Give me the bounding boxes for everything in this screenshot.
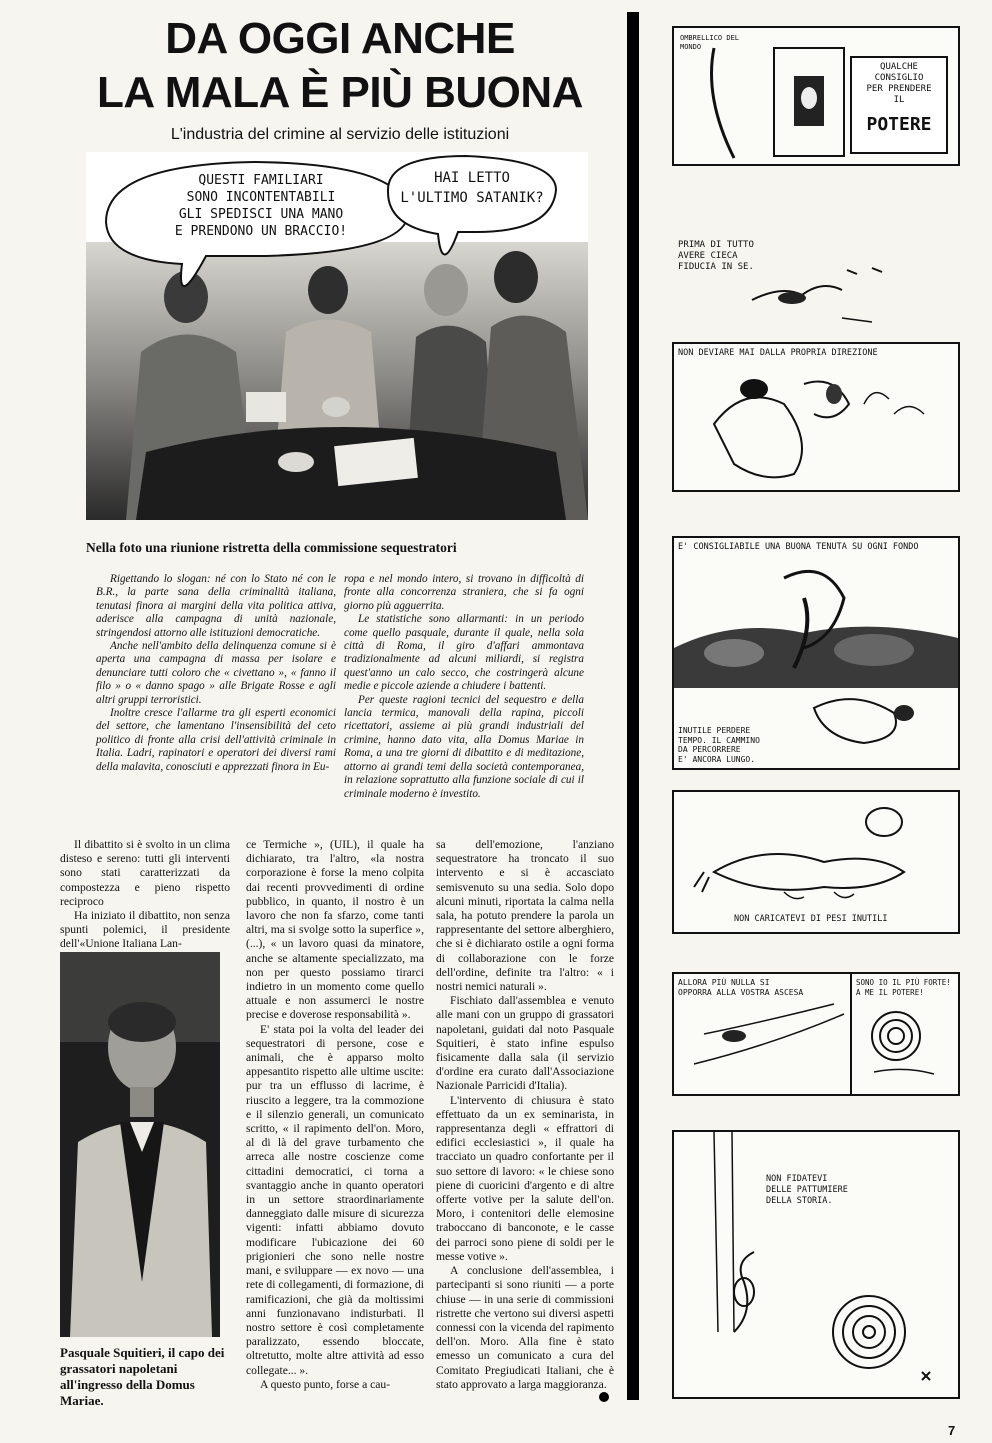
body-paragraph: Fischiato dall'assemblea e venuto alle mani con un gruppo di grassatori napoletani, guidati dal noto Pasquale Squitieri, è stato infine espulso fisicamente dalla sala (il servizio d'ordine era curato dall'Associazione Nazionale Parricidi d'Italia). xyxy=(436,994,614,1093)
panel-5-line: DA PERCORRERE xyxy=(678,745,741,754)
panel-7-left-line: OPPORRA ALLA VOSTRA ASCESA xyxy=(678,988,804,997)
balloon-left-line: E PRENDONO UN BRACCIO! xyxy=(174,224,348,239)
intro-paragraph: Per queste ragioni tecnici del sequestro e della lancia termica, manovali della rapina, piccoli ricettatori, assieme ai più grandi industriali del crimine, hanno dato vita, alla Domus Mariae in Roma, a una tre giorni di dibattito e di meditazione, attorno ai grandi temi della società contemporanea, in relazione soprattutto alla funzione sociale di cui il criminale moderno è investito. xyxy=(344,693,584,800)
panel-5-line: E' ANCORA LUNGO. xyxy=(678,754,756,764)
balloon-left xyxy=(126,172,396,240)
panel-6-drawing xyxy=(674,792,958,932)
column-divider xyxy=(627,12,639,1400)
balloon-left-line: GLI SPEDISCI UNA MANO xyxy=(178,207,344,222)
subtitle: L'industria del crimine al servizio delle istituzioni xyxy=(170,126,510,143)
panel-3-text: NON DEVIARE MAI DALLA PROPRIA DIREZIONE xyxy=(678,348,878,358)
panel-1-small-text xyxy=(680,34,739,52)
panel-1-sign-line: QUALCHE xyxy=(880,62,918,72)
headline-line-1: DA OGGI ANCHE xyxy=(165,14,515,63)
balloon-right-line: L'ULTIMO SATANIK? xyxy=(400,190,544,206)
end-bullet xyxy=(599,1392,609,1402)
panel-8-line: DELLE PATTUMIERE xyxy=(766,1185,848,1195)
panel-5-text xyxy=(678,726,760,764)
panel-1-small-line: OMBRELLICO DEL xyxy=(680,34,740,42)
balloon-left-line: SONO INCONTENTABILI xyxy=(186,190,336,205)
intro-paragraph: ropa e nel mondo intero, si trovano in difficoltà di fronte alla concorrenza straniera, che si fa ogni giorno più agguerrita. xyxy=(344,573,584,612)
panel-8-line: NON FIDATEVI xyxy=(766,1174,828,1184)
panel-2-line: AVERE CIECA xyxy=(678,251,738,261)
balloon-right-line: HAI LETTO xyxy=(434,170,510,186)
panel-8-drawing xyxy=(674,1132,958,1397)
comic-panel-7 xyxy=(672,972,960,1096)
comic-panel-1 xyxy=(672,26,960,166)
panel-1-small-line: MONDO xyxy=(680,43,702,51)
page-number: 7 xyxy=(948,1423,956,1438)
body-paragraph: sa dell'emozione, l'anziano sequestratore ha troncato il suo intervento e si è accasciato semisvenuto su una sedia. Solo dopo alcuni minuti, riportata la calma nella sala, ha potuto prendere la parola un rappresentante del settore alberghiero, che si è dichiarato ostile a ogni forma di collaborazione con le forze dell'ordine, definite tra l'altro: « i nostri nemici naturali ». xyxy=(436,838,614,994)
intro-column-1 xyxy=(96,573,336,774)
headline xyxy=(60,12,620,120)
comic-panel-6 xyxy=(672,790,960,934)
panel-2-line: FIDUCIA IN SE. xyxy=(678,262,754,272)
body-paragraph: ce Termiche », (UIL), il quale ha dichiarato, tra l'altro, «la nostra corporazione è forse la meno colpita dai recenti provvedimenti di ordine pubblico, in quanto, il nostro è un lavoro che non fa sfarzo, come tanti altri, ma si svolge sotto la superfice », (...), « un lavoro quasi da minatore, anche se altamente specializzato, ma non per questo possiamo tirarci indietro in un momento come quello attuale e non assumerci le nostre precise e doverose responsabilità ». xyxy=(246,838,424,1022)
body-paragraph: L'intervento di chiusura è stato effettuato da un ex seminarista, in rappresentanza degli « effrattori di edifici ecclesiastici », il quale ha tracciato un quadro confortante per il suo settore di lavoro: « le chiese sono piene di cuoricini d'argento e di altre offerte votive per la salute dell'on. Moro, i contenitori delle elemosine traboccano di banconote, e le casse dei parroci sono piene di soldi per le messe votive ». xyxy=(436,1093,614,1263)
panel-4-text: E' CONSIGLIABILE UNA BUONA TENUTA SU OGNI FONDO xyxy=(678,542,919,552)
panel-7-drawing xyxy=(674,974,958,1094)
panel-7-right-line: A ME IL POTERE! xyxy=(856,988,924,997)
body-paragraph: A questo punto, forse a cau- xyxy=(260,1377,391,1391)
meeting-photo xyxy=(86,152,588,520)
panel-2-drawing xyxy=(672,240,956,332)
panel-1-big-word: POTERE xyxy=(866,114,932,135)
comic-panel-2 xyxy=(672,240,956,332)
portrait-caption: Pasquale Squitieri, il capo dei grassatori napoletani all'ingresso della Domus Mariae. xyxy=(60,1345,225,1408)
panel-2-line: PRIMA DI TUTTO xyxy=(678,240,754,250)
body-column-1 xyxy=(60,838,230,952)
panel-1-sign xyxy=(850,56,948,154)
intro-paragraph: Inoltre cresce l'allarme tra gli esperti economici del settore, che lamentano l'insensibilità del ceto politico di fronte alla crisi dell'attività criminale in Italia. Ladri, rapinatori e operatori dei diversi rami della malavita, conosciuti e apprezzati finora in Eu- xyxy=(96,707,336,773)
intro-paragraph: Anche nell'ambito della delinquenza comune si è aperta una campagna di massa per isolare e denunciare tutti coloro che « civettano », « fanno il filo » o « danno spago » alle Brigate Rosse e agli altri gruppi terroristici. xyxy=(96,640,336,706)
panel-5-line: INUTILE PERDERE xyxy=(678,726,751,735)
body-column-3 xyxy=(436,838,614,1392)
panel-1-sign-line: PER PRENDERE xyxy=(866,84,932,94)
portrait-photo xyxy=(60,952,220,1337)
comic-panel-4 xyxy=(672,536,960,770)
intro-column-2 xyxy=(344,573,584,801)
body-paragraph: Ha iniziato il dibattito, non senza spunti polemici, il presidente dell'«Unione Italiana Lan- xyxy=(60,909,230,951)
panel-7-left-line: ALLORA PIÙ NULLA SI xyxy=(678,978,770,987)
intro-paragraph: Rigettando lo slogan: né con lo Stato né con le B.R., la parte sana della criminalità italiana, tenutasi finora ai margini della vita politica attiva, aderisce alla campagna di unità nazionale, stringendosi attorno alle istituzioni democratiche. xyxy=(96,573,336,639)
panel-3-drawing xyxy=(674,344,958,490)
panel-6-text: NON CARICATEVI DI PESI INUTILI xyxy=(734,914,888,924)
headline-line-2: LA MALA È PIÙ BUONA xyxy=(97,68,583,117)
panel-8-line: DELLA STORIA. xyxy=(766,1196,833,1206)
body-paragraph: Il dibattito si è svolto in un clima disteso e sereno: tutti gli interventi sono stati caratterizzati da compostezza e pieno rispetto reciproco xyxy=(60,838,230,908)
photo-caption: Nella foto una riunione ristretta della commissione sequestratori xyxy=(86,540,457,555)
balloon-right xyxy=(392,168,552,208)
portrait-illustration xyxy=(60,952,220,1337)
panel-7-right-line: SONO IO IL PIÙ FORTE! xyxy=(856,978,951,987)
balloon-left-line: QUESTI FAMILIARI xyxy=(198,173,324,188)
panel-1-sign-line: IL xyxy=(893,95,905,105)
body-paragraph: A conclusione dell'assemblea, i partecipanti si sono riuniti — a porte chiuse — in una serie di commissioni ristrette che vertono sui diversi aspetti connessi con la vicenda del rapimento dell'on. Moro. Alla fine è stato emesso un comunicato a cura del Comitato Pregiudicati Italiani, che è stato approvato a larga maggioranza. xyxy=(436,1264,614,1391)
comic-panel-8 xyxy=(672,1130,960,1399)
body-paragraph: E' stata poi la volta del leader dei sequestratori di persone, cose e animali, che è apparso molto appesantito rispetto alle ultime uscite: pur tra un efflusso di lacrime, è riuscito a leggere, tra la commozione e il silenzio generali, un comunicato scritto, « il rapimento dell'on. Moro, al di là del grave turbamento che arreca alle nostre coscienze come cittadini democratici, ci torna a svantaggio anche in quanto operatori in un settore straordinariamente danneggiato dalle misure di sicurezza vigenti: infatti abbiamo dovuto modificare l'ubicazione dei 60 prigionieri che sono nelle nostre mani, e sviluppare — ex novo — una rete di collegamenti, di formazione, di ramificazioni, che già da moltissimi anni funzionavano indisturbati. Il nostro settore è così completamente paralizzato, essendo bloccate, oltretutto, molte altre attività ad esso collegate... ». xyxy=(246,1022,424,1377)
body-column-2 xyxy=(246,838,424,1392)
panel-1-sign-line: CONSIGLIO xyxy=(874,73,924,83)
comic-panel-3 xyxy=(672,342,960,492)
intro-paragraph: Le statistiche sono allarmanti: in un periodo come quello pasquale, durante il quale, nella sola città di Roma, il giro d'affari ammontava tradizionalmente ad alcuni miliardi, si registra quest'anno un calo secco, che costringerà alcune medie e piccole aziende a chiudere i battenti. xyxy=(344,613,584,693)
panel-5-line: TEMPO. IL CAMMINO xyxy=(678,735,760,745)
